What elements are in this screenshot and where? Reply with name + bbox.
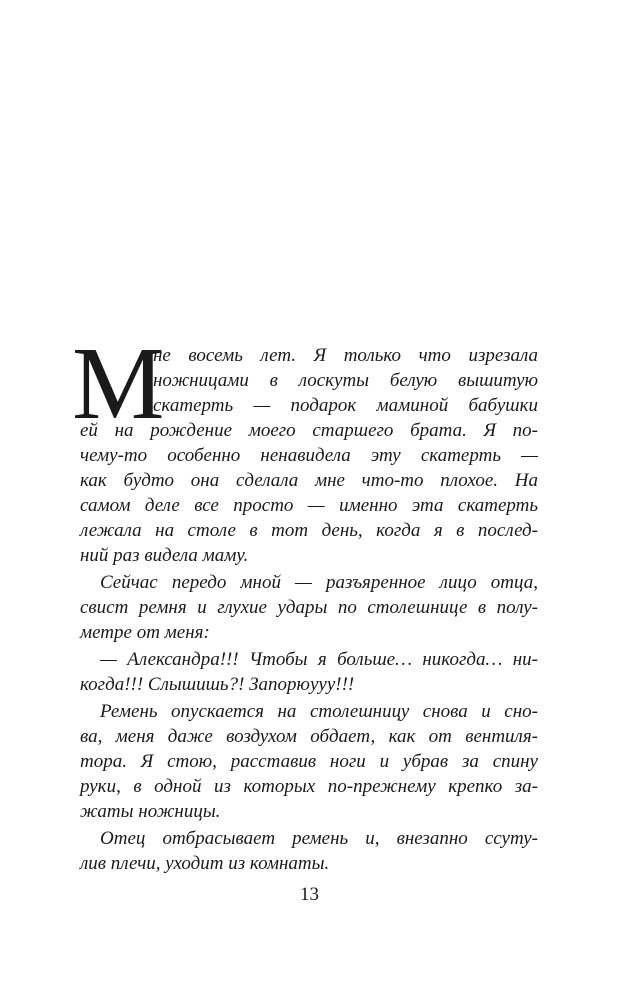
text-line: Ремень опускается на столешницу снова и сно- xyxy=(100,701,538,722)
drop-cap: М xyxy=(72,326,165,441)
text-line: скатерть — подарок маминой бабушки xyxy=(153,395,538,416)
text-line: — Александра!!! Чтобы я больше… никогда… ни- xyxy=(100,649,538,670)
text-line: чему-то особенно ненавидела эту скатерть — xyxy=(80,445,538,466)
text-line: не восемь лет. Я только что изрезала xyxy=(153,345,538,366)
text-line: тора. Я стою, расставив ноги и убрав за спину xyxy=(80,751,538,772)
text-line: Сейчас передо мной — разъяренное лицо отца, xyxy=(100,572,538,593)
text-line: лежала на столе в тот день, когда я в послед- xyxy=(80,520,538,541)
text-line: как будто она сделала мне что-то плохое. На xyxy=(80,470,538,491)
text-line: ножницами в лоскуты белую вышитую xyxy=(153,370,538,391)
page-number: 13 xyxy=(300,884,319,905)
text-line: жаты ножницы. xyxy=(80,801,221,822)
text-line: ей на рождение моего старшего брата. Я по- xyxy=(80,420,538,441)
text-line: самом деле все просто — именно эта скатерть xyxy=(80,495,538,516)
text-line: ва, меня даже воздухом обдает, как от вентиля- xyxy=(80,726,538,747)
text-line: лив плечи, уходит из комнаты. xyxy=(80,853,330,874)
text-line: руки, в одной из которых по-прежнему крепко за- xyxy=(80,776,538,797)
text-line: ний раз видела маму. xyxy=(80,545,249,566)
text-line: свист ремня и глухие удары по столешнице в полу- xyxy=(80,597,538,618)
text-line: Отец отбрасывает ремень и, внезапно ссуту- xyxy=(100,828,538,849)
text-line: когда!!! Слышишь?! Запорюууу!!! xyxy=(80,674,355,695)
text-line: метре от меня: xyxy=(80,622,210,643)
